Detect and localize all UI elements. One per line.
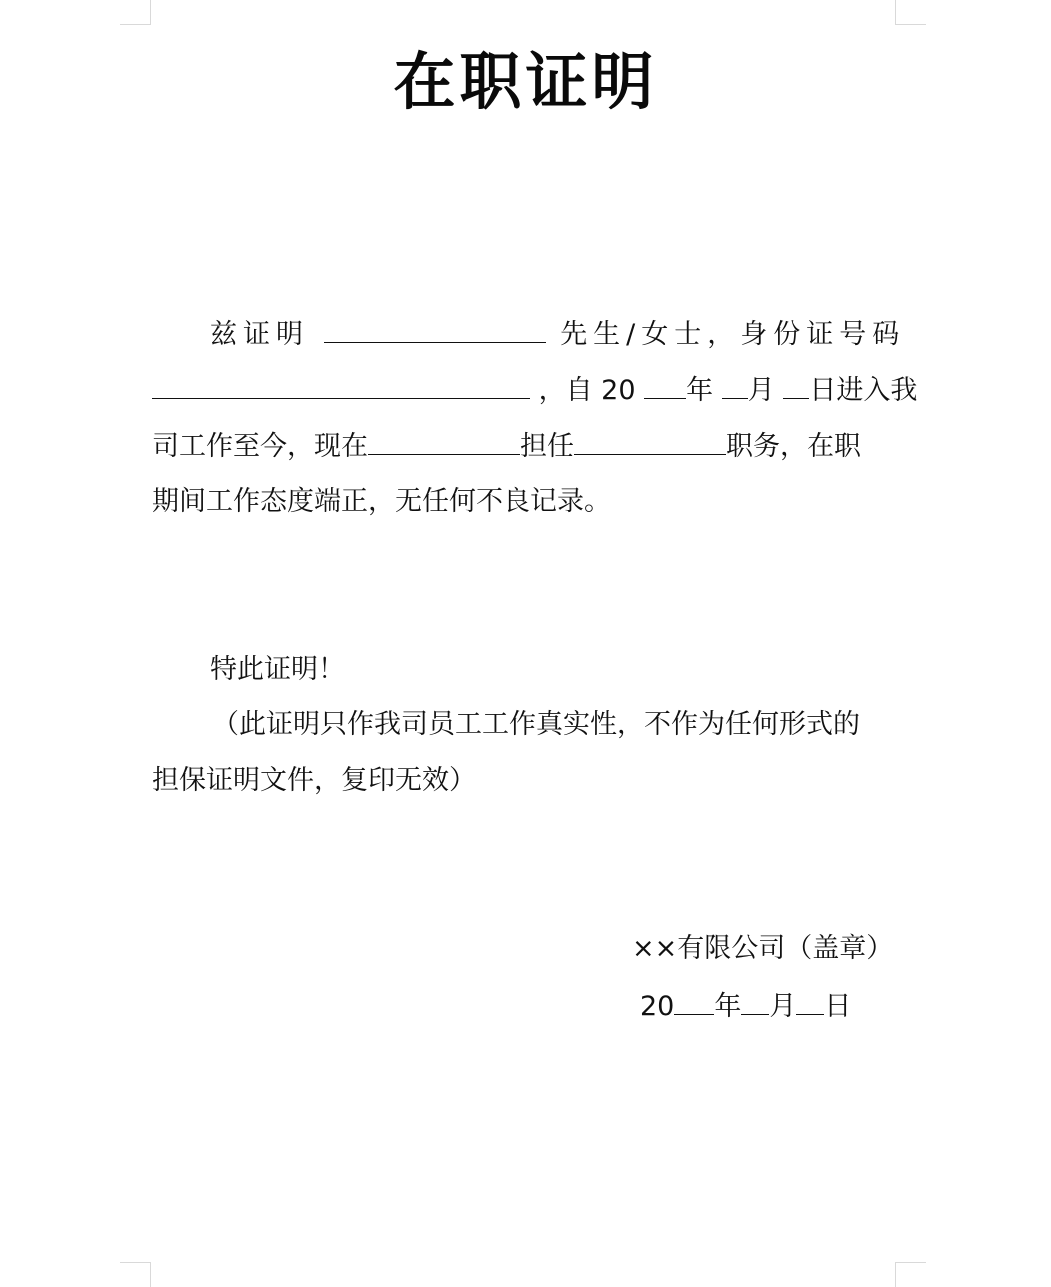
name-blank bbox=[324, 316, 546, 343]
closing-statement: 特此证明！ bbox=[210, 654, 345, 685]
department-blank bbox=[368, 428, 520, 455]
crop-mark-bottom-right bbox=[895, 1262, 926, 1287]
body-line-3 bbox=[152, 428, 861, 465]
join-year-blank bbox=[644, 372, 686, 399]
join-month-blank bbox=[722, 372, 748, 399]
join-day-blank bbox=[783, 372, 809, 399]
date-year-blank bbox=[674, 988, 714, 1015]
text-gender-id: 先生/女士，身份证号码 bbox=[560, 319, 906, 350]
date-month-label: 月 bbox=[769, 991, 797, 1022]
text-since-year-prefix: ，自 20 bbox=[538, 375, 636, 406]
text-year: 年 bbox=[686, 375, 714, 406]
position-blank bbox=[574, 428, 726, 455]
company-seal-line: ××有限公司（盖章） bbox=[632, 933, 894, 964]
body-line-2 bbox=[152, 372, 917, 409]
document-title: 在职证明 bbox=[393, 45, 658, 118]
signature-date bbox=[640, 988, 851, 1025]
crop-mark-top-right bbox=[895, 0, 926, 25]
date-prefix: 20 bbox=[640, 991, 675, 1022]
date-year-label: 年 bbox=[714, 991, 742, 1022]
crop-mark-top-left bbox=[120, 0, 151, 25]
crop-mark-bottom-left bbox=[120, 1262, 151, 1287]
text-work-until-now: 司工作至今，现在 bbox=[152, 431, 368, 462]
id-number-blank bbox=[152, 372, 530, 399]
note-line-2: 担保证明文件，复印无效） bbox=[152, 765, 476, 796]
text-day-join: 日进入我 bbox=[809, 375, 918, 406]
body-line-1 bbox=[210, 316, 905, 353]
note-line-1: （此证明只作我司员工工作真实性，不作为任何形式的 bbox=[212, 709, 860, 740]
text-month: 月 bbox=[747, 375, 775, 406]
date-day-label: 日 bbox=[824, 991, 852, 1022]
body-line-4: 期间工作态度端正，无任何不良记录。 bbox=[152, 486, 611, 517]
date-day-blank bbox=[796, 988, 824, 1015]
text-serve-as: 担任 bbox=[520, 431, 574, 462]
date-month-blank bbox=[741, 988, 769, 1015]
text-certify: 兹证明 bbox=[210, 319, 309, 350]
text-position-in-office: 职务，在职 bbox=[726, 431, 861, 462]
